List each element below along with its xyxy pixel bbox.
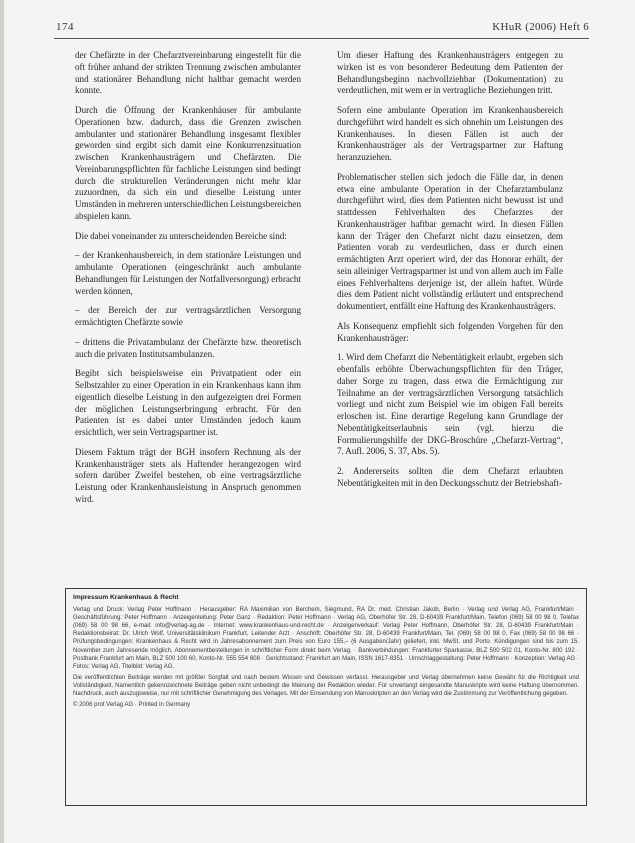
page-number: 174: [56, 21, 74, 33]
paragraph: Durch die Öffnung der Krankenhäuser für ambulante Operationen bzw. dadurch, dass die Grenzen zwischen ambulanter und stationärer Behandlung insgesamt flexibler geworden sind ergibt sich damit eine Konkurrenzsituation zwischen Krankenhausträgern und Chefärzten. Die Vereinbarungspflichten für fachliche Leistungen sind bedingt durch die strukturellen Veränderungen nicht mehr klar zuzuordnen, da sich ein und dieselbe Leistung unter Umständen in mehreren unterschiedlichen Leistungsbereichen abspielen kann.: [75, 105, 301, 221]
impressum-text: Die veröffentlichten Beiträge werden mit größter Sorgfalt und nach bestem Wissen und Gewissen verfasst. Herausgeber und Verlag übernehmen keine Gewähr für die Richtigkeit und Vollständigkeit. Namentlich gekennzeichnete Beiträge geben nicht unbedingt die Meinung der Redaktion wieder. Für unverlangt eingesandte Manuskripte wird keine Haftung übernommen. Nachdruck, auch auszugsweise, nur mit schriftlicher Genehmigung des Verlages. Mit der Einsendung von Manuskripten an den Verlag wird die Zustimmung zur Veröffentlichung gegeben.: [73, 674, 579, 698]
paragraph: Sofern eine ambulante Operation im Krankenhausbereich durchgeführt wird handelt es sich ohnehin um Leistungen des Krankenhauses. In diesen Fällen ist auch der Krankenhausträger als der Vertragspartner zur Haftung heranzuziehen.: [337, 105, 563, 162]
paragraph: Um dieser Haftung des Krankenhausträgers entgegen zu wirken ist es von besonderer Bedeutung dem Patienten der Behandlungsbeginn nachvollziehbar (Dokumentation) zu verdeutlichen, mit wem er in vertragliche Beziehungen tritt.: [337, 50, 563, 96]
impressum-copyright: © 2006 prot Verlag AG · Printed in Germany: [73, 702, 191, 709]
list-item: – drittens die Privatambulanz der Chefärzte bzw. theoretisch auch die privaten Institutsambulanzen.: [75, 336, 301, 359]
list-item: – der Bereich der zur vertragsärztlichen Versorgung ermächtigten Chefärzte sowie: [75, 305, 301, 327]
list-item: – der Krankenhausbereich, in dem stationäre Leistungen und ambulante Operationen (eingeschränkt auch ambulante Behandlungen für Leistungen der Notfallversorgung) erbracht werden können,: [75, 250, 301, 296]
paragraph: Diesem Faktum trägt der BGH insofern Rechnung als der Krankenhausträger stets als Haftender herangezogen wird sofern darüber Zweifel bestehen, ob eine vertragsärztliche Leistung oder Krankenhausleistung in Anspruch genommen wird.: [75, 446, 301, 504]
impressum-title: Impressum Krankenhaus & Recht: [73, 594, 179, 601]
impressum-box: [65, 588, 587, 806]
paragraph: Als Konsequenz empfiehlt sich folgenden Vorgehen für den Krankenhausträger:: [337, 320, 563, 343]
scan-edge: [0, 0, 4, 843]
numbered-item: 2. Andererseits sollten die dem Chefarzt erlaubten Nebentätigkeiten mit in den Deckungsschutz der Betriebshaft-: [337, 466, 563, 488]
paragraph: der Chefärzte in der Chefarztvereinbarung eingestellt für die oft früher anhand der strikten Trennung zwischen ambulanter und stationärer Behandlung nicht haltbar gemacht werden konnte.: [75, 50, 301, 96]
paragraph: Die dabei voneinander zu unterscheidenden Bereiche sind:: [75, 230, 287, 241]
journal-reference: KHuR (2006) Heft 6: [492, 21, 589, 33]
paragraph: Begibt sich beispielsweise ein Privatpatient oder ein Selbstzahler zu einer Operation in ein Krankenhaus kann ihm eigentlich dieselbe Leistung in den aufgezeigten drei Formen der möglichen Leistungserbringung erbracht. Für den Patienten ist es dabei unter Umständen jedoch kaum ersichtlich, wer sein Vertragspartner ist.: [75, 368, 301, 437]
right-column: [337, 50, 563, 498]
page-header: [54, 20, 589, 39]
numbered-item: 1. Wird dem Chefarzt die Nebentätigkeit erlaubt, ergeben sich ebenfalls erhöhte Überwachungspflichten für den Träger, daher Sorge zu tragen, dass etwa die Ermächtigung zur Teilnahme an der vertragsärztlichen Versorgung tatsächlich vorliegt und nicht zum Beispiel wie im obigen Fall bereits erloschen ist. Eine derartige Regelung kann Grundlage der Nebentätigkeitserlaubnis sein (vgl. hierzu die Formulierungshilfe der DKG-Broschüre „Chefarzt-Vertrag“, 7. Aufl. 2006, S. 37, Abs. 5).: [337, 352, 563, 457]
paragraph: Problematischer stellen sich jedoch die Fälle dar, in denen etwa eine ambulante Operation in der Chefarztambulanz durchgeführt wird, dies dem Patienten nicht bewusst ist und stattdessen Fehlverhalten des Chefarztes der Krankenhausträger haftbar gemacht wird. In diesen Fällen kann der Träger den Chefarzt nicht dazu einsetzen, dem Patienten vorab zu verdeutlichen, dass er durch einen ermächtigten Arzt operiert wird, der das Honorar erhält, der sein alleiniger Vertragspartner ist und von allem auch im Falle eines Fehlverhaltens derjenige ist, der allein haftet. Würde dies dem Patient nicht vollständig erläutert und entsprechend dokumentiert, entfällt eine Haftung des Krankenhausträgers.: [337, 171, 563, 311]
impressum-text: Verlag und Druck: Verlag Peter Hoffmann · Herausgeber: RA Maximilian von Berchem, Siegmund, RA Dr. med. Christian Jakob, Berlin · Verlag und Verlag AG, Frankfurt/Main · Geschäftsführung: Peter Hoffmann · Anzeigenleitung: Peter Ganz · Redaktion: Peter Hoffmann · Verlag AG, Oberhöfer Str. 28, D-60439 Frankfurt/Main, Telefon (069) 58 00 98 0, Telefax (069) 58 00 98 66, e-mail: info@verlag-ag.de · Internet: www.krankenhaus-und-recht.de · Anzeigenverkauf: Verlag Peter Hoffmann, Oberhöfer Str. 28, D-60439 Frankfurt/Main · Redaktionsbeirat: Dr. Ulrich Wolf, Universitätsklinikum Frankfurt, Leitender Arzt · Anschrift: Oberhöfer Str. 28, D-60439 Frankfurt/Main, Tel. (069) 58 00 98 0, Fax (069) 58 00 98 66 · Prüfungsbedingungen: Krankenhaus & Recht wird in Jahresabonnement zum Preis von Euro 155,– (6 Ausgaben/Jahr) geliefert, inkl. MwSt. und Porto. Kündigungen sind bis zum 15. November zum Jahresende möglich. Abonnementbestellungen in schriftlicher Form direkt beim Verlag. · Bankverbindungen: Frankfurter Sparkasse, BLZ 500 502 01, Konto-Nr. 800 192 · Postbank Frankfurt am Main, BLZ 500 100 60, Konto-Nr. 555 554 608 · Gerichtsstand: Frankfurt am Main, ISSN 1617-8351 · Umschlaggestaltung: Peter Hoffmann · Konzeption: Verlag AG · Fotos: Verlag AG, Titelbild: Verlag AG.: [73, 607, 579, 670]
left-column: [75, 50, 301, 514]
